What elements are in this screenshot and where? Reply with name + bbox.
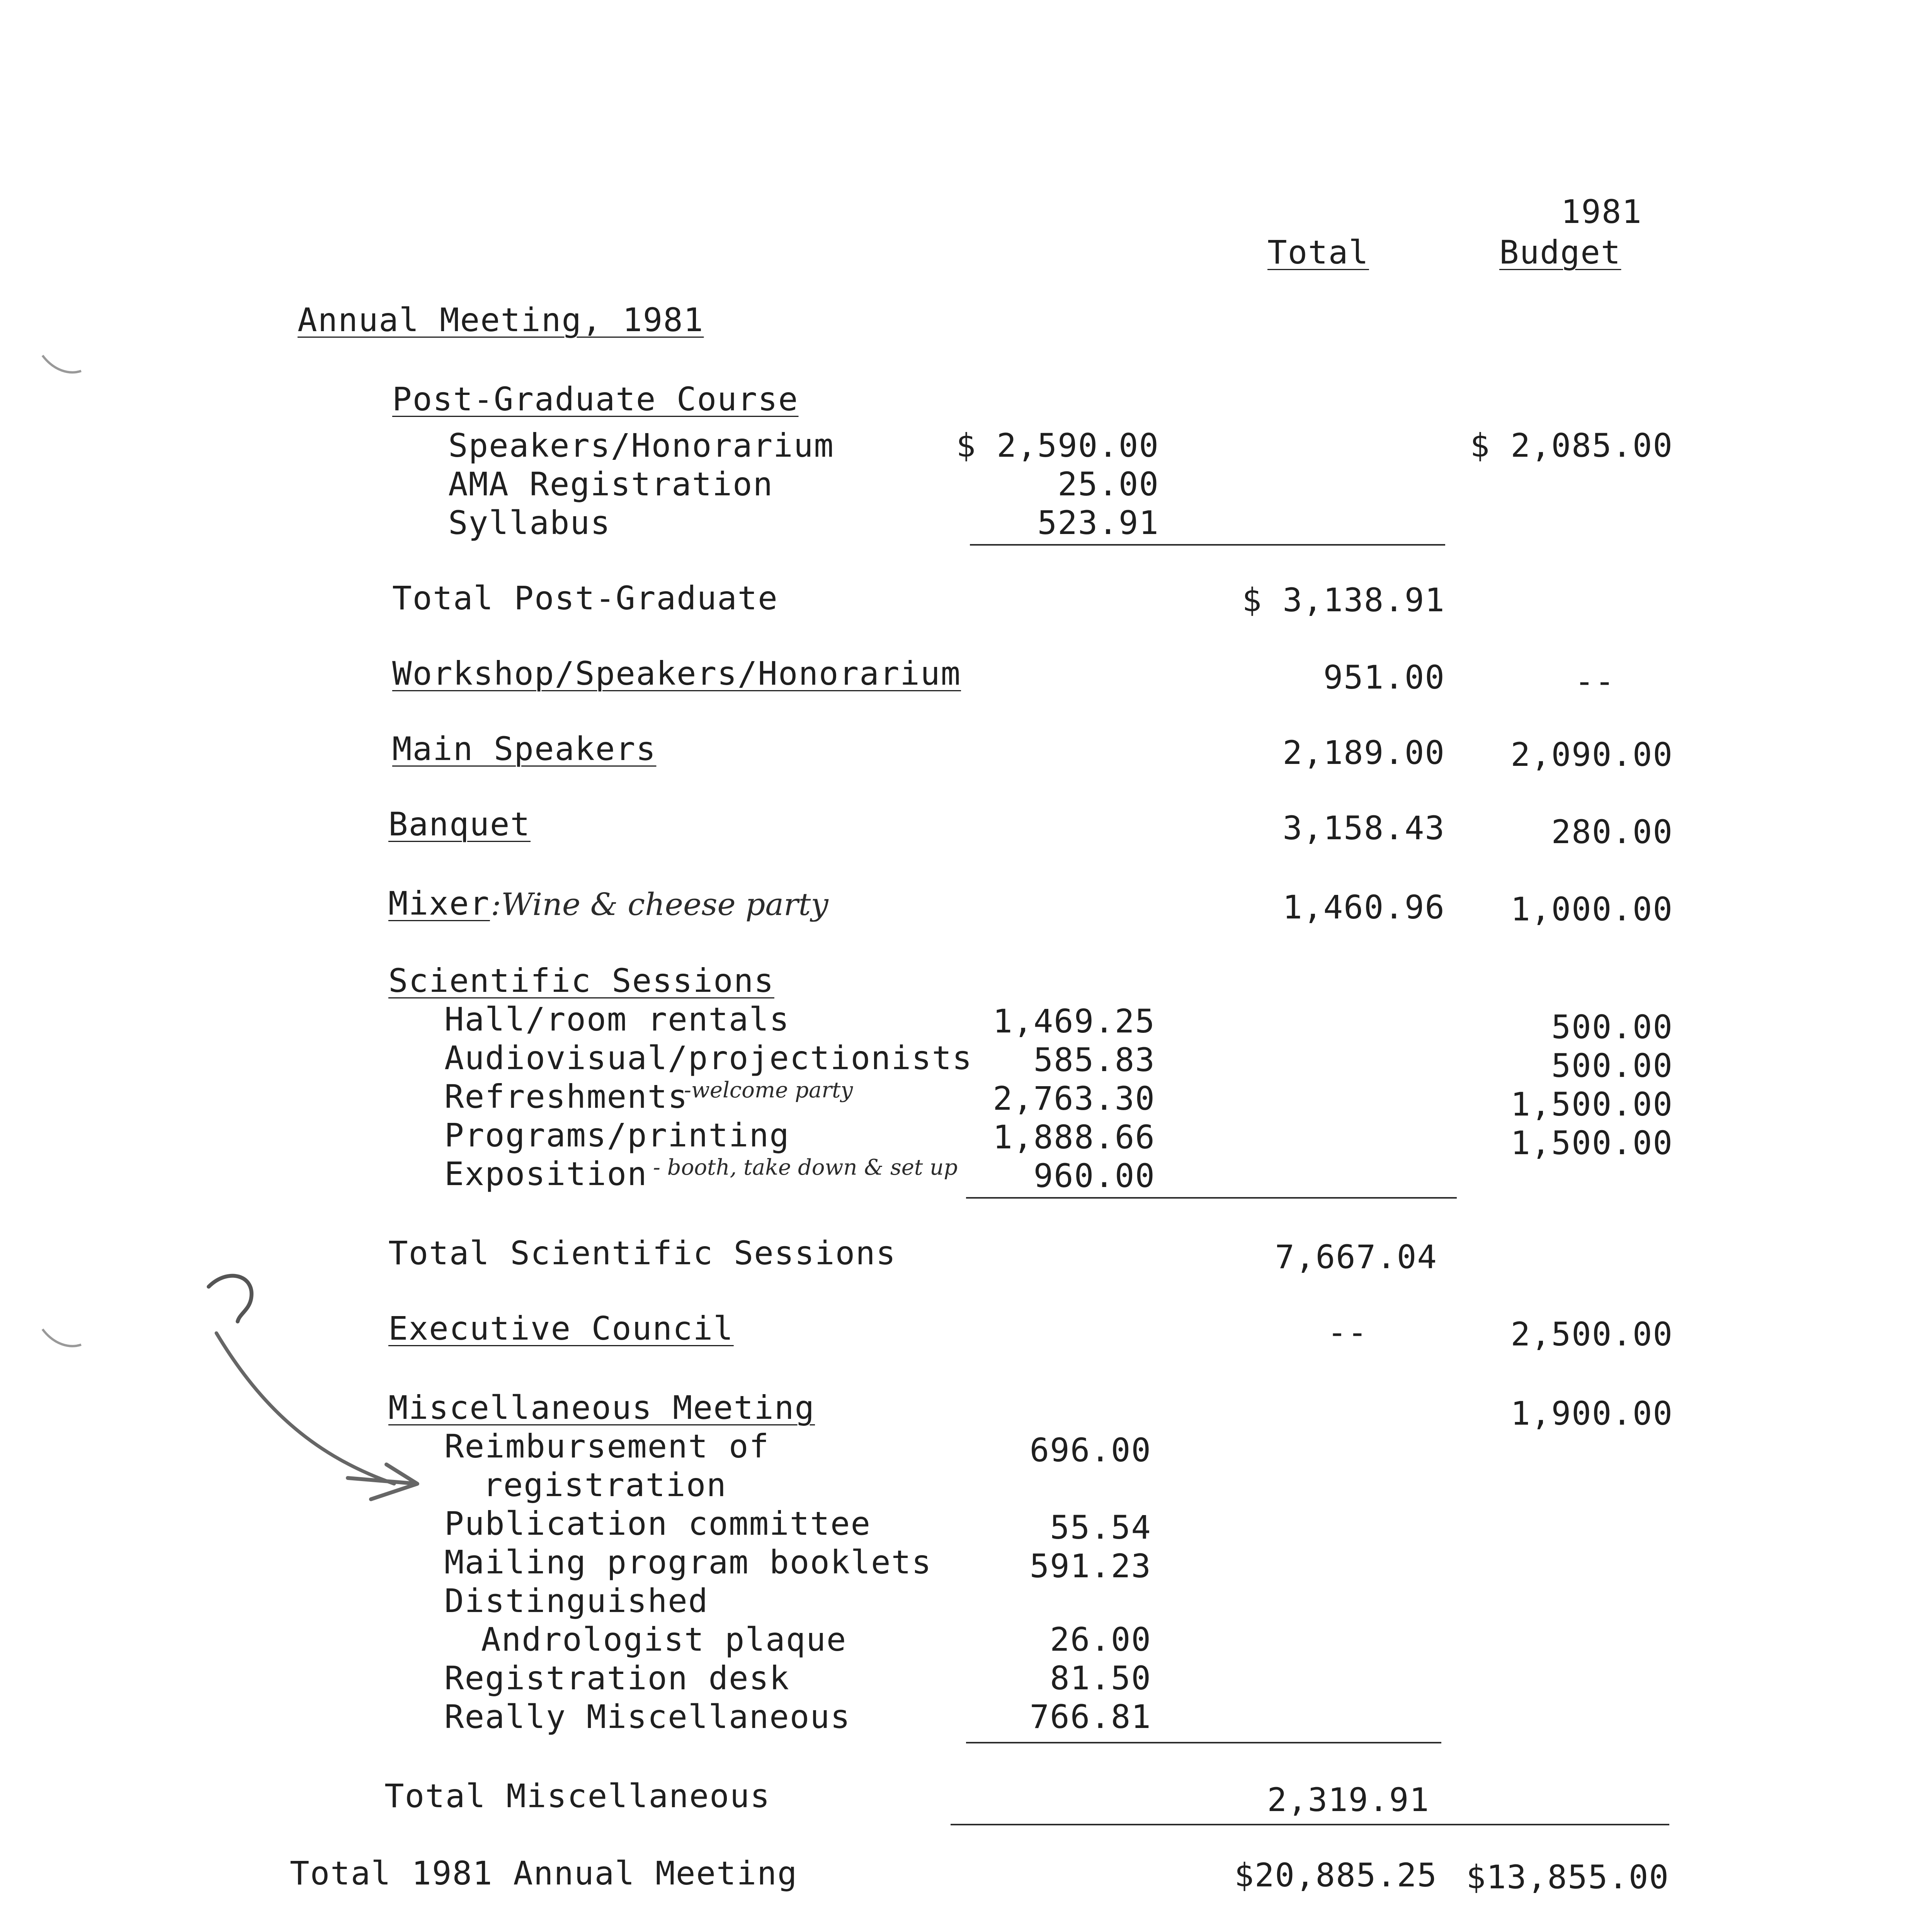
misc-total-label: Total Miscellaneous <box>384 1777 771 1815</box>
scientific-item-amount: 1,469.25 <box>993 1002 1155 1040</box>
scientific-total: 7,667.04 <box>1275 1238 1437 1276</box>
mixer-total: 1,460.96 <box>1283 888 1445 926</box>
postgrad-total-label: Total Post-Graduate <box>392 579 778 617</box>
executive-budget: 2,500.00 <box>1510 1315 1673 1353</box>
main-speakers-budget: 2,090.00 <box>1510 736 1673 774</box>
scientific-item-label: Audiovisual/projectionists <box>444 1039 973 1077</box>
scientific-item-label: Hall/room rentals <box>444 1000 790 1038</box>
scientific-total-label: Total Scientific Sessions <box>388 1234 896 1272</box>
mixer-budget: 1,000.00 <box>1510 890 1673 928</box>
misc-item-label: Mailing program booklets <box>444 1543 932 1581</box>
misc-item-label: Andrologist plaque <box>481 1621 847 1658</box>
misc-item-label: Registration desk <box>444 1659 790 1697</box>
scientific-item-label: Exposition <box>444 1155 648 1193</box>
misc-item-label: Distinguished <box>444 1582 709 1620</box>
annual-total-label: Total 1981 Annual Meeting <box>290 1854 798 1892</box>
refreshments-handwritten-note: -welcome party <box>684 1078 853 1103</box>
postgrad-budget: $ 2,085.00 <box>1470 427 1673 464</box>
exposition-handwritten-note: - booth, take down & set up <box>653 1155 958 1180</box>
question-mark-icon <box>209 1276 252 1321</box>
scientific-item-amount: 585.83 <box>1033 1041 1155 1079</box>
misc-item-amount: 26.00 <box>1050 1621 1152 1658</box>
postgrad-item-label: Speakers/Honorarium <box>448 427 834 464</box>
misc-item-label: Really Miscellaneous <box>444 1698 851 1736</box>
total-column-header: Total <box>1267 233 1369 271</box>
scientific-title: Scientific Sessions <box>388 962 774 1000</box>
misc-item-label: registration <box>483 1466 727 1504</box>
scientific-budget: 1,500.00 <box>1510 1085 1673 1123</box>
scientific-item-amount: 2,763.30 <box>993 1080 1155 1117</box>
annual-budget: $13,855.00 <box>1466 1858 1669 1896</box>
scientific-item-label: Refreshments <box>444 1078 688 1116</box>
postgrad-item-amount: $ 2,590.00 <box>956 427 1159 464</box>
margin-mark <box>43 1329 81 1346</box>
banquet-budget: 280.00 <box>1551 813 1673 851</box>
postgrad-title: Post-Graduate Course <box>392 380 799 418</box>
misc-budget: 1,900.00 <box>1510 1395 1673 1432</box>
mixer-label: Mixer <box>388 884 490 922</box>
postgrad-total: $ 3,138.91 <box>1242 581 1445 619</box>
postgrad-item-amount: 523.91 <box>1037 504 1159 542</box>
banquet-label: Banquet <box>388 805 531 843</box>
misc-item-amount: 55.54 <box>1050 1509 1152 1546</box>
scientific-item-label: Programs/printing <box>444 1116 790 1154</box>
margin-mark <box>43 355 81 372</box>
scientific-budget: 1,500.00 <box>1510 1124 1673 1162</box>
misc-title: Miscellaneous Meeting <box>388 1389 815 1427</box>
section-title: Annual Meeting, 1981 <box>298 301 704 339</box>
workshop-total: 951.00 <box>1323 658 1445 696</box>
main-speakers-total: 2,189.00 <box>1283 734 1445 772</box>
misc-item-amount: 591.23 <box>1029 1547 1152 1585</box>
postgrad-item-label: AMA Registration <box>448 465 774 503</box>
misc-total: 2,319.91 <box>1267 1781 1430 1819</box>
scientific-item-amount: 960.00 <box>1033 1157 1155 1195</box>
banquet-total: 3,158.43 <box>1283 809 1445 847</box>
postgrad-item-label: Syllabus <box>448 504 611 542</box>
budget-year-header: 1981 <box>1561 193 1642 231</box>
annual-total: $20,885.25 <box>1234 1856 1437 1894</box>
executive-label: Executive Council <box>388 1310 734 1347</box>
postgrad-item-amount: 25.00 <box>1058 465 1159 503</box>
main-speakers-label: Main Speakers <box>392 730 657 768</box>
arrow-icon <box>216 1333 394 1484</box>
misc-item-amount: 696.00 <box>1029 1431 1152 1469</box>
executive-total: -- <box>1327 1313 1368 1351</box>
scientific-budget: 500.00 <box>1551 1047 1673 1085</box>
misc-item-amount: 81.50 <box>1050 1659 1152 1697</box>
budget-column-header: Budget <box>1499 233 1621 271</box>
workshop-budget: -- <box>1574 662 1615 700</box>
workshop-label: Workshop/Speakers/Honorarium <box>392 655 961 692</box>
scientific-item-amount: 1,888.66 <box>993 1118 1155 1156</box>
misc-item-amount: 766.81 <box>1029 1698 1152 1736</box>
misc-item-label: Publication committee <box>444 1505 871 1543</box>
mixer-handwritten-note: :Wine & cheese party <box>491 886 828 922</box>
misc-item-label: Reimbursement of <box>444 1427 770 1465</box>
scientific-budget: 500.00 <box>1551 1008 1673 1046</box>
